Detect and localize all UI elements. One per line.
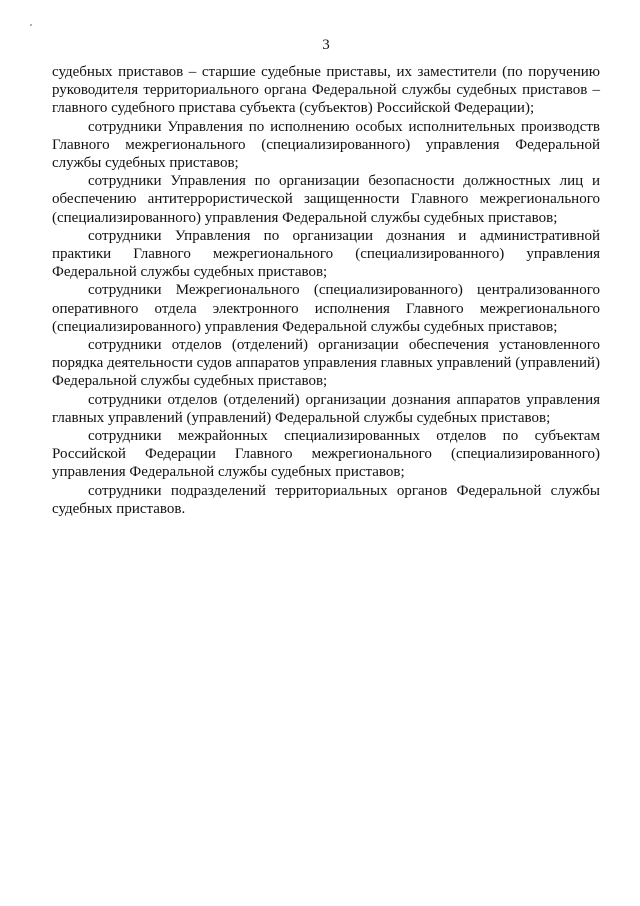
document-body [52, 63, 600, 518]
scan-speck [30, 24, 32, 26]
paragraph-electronic-execution: сотрудники Межрегионального (специализированного) централизованного оперативного отдела электронного исполнения Главного межрегионального (специализированного) управления Федеральной службы судебных приставов; [52, 282, 600, 335]
paragraph-inquiry-practice: сотрудники Управления по организации дознания и административной практики Главного межрегионального (специализированного) управления Федеральной службы судебных приставов; [52, 227, 600, 281]
paragraph-territorial-units: сотрудники подразделений территориальных органов Федеральной службы судебных приставов. [52, 482, 600, 517]
paragraph-inquiry-departments: сотрудники отделов (отделений) организации дознания аппаратов управления главных управлений (управлений) Федеральной службы судебных приставов; [52, 391, 600, 426]
paragraph-interdistrict-departments: сотрудники межрайонных специализированных отделов по субъектам Российской Федерации Главного межрегионального (специализированного) управления Федеральной службы судебных приставов; [52, 428, 600, 481]
paragraph-security: сотрудники Управления по организации безопасности должностных лиц и обеспечению антитеррористической защищенности Главного межрегионального (специализированного) управления Федеральной службы судебных приставов; [52, 173, 600, 226]
page-number: 3 [322, 37, 330, 53]
paragraph-continuation: судебных приставов – старшие судебные приставы, их заместители (по поручению руководителя территориального органа Федеральной службы судебных приставов – главного судебного пристава субъекта (субъектов) Российской Федерации); [52, 64, 600, 117]
paragraph-special-proceedings: сотрудники Управления по исполнению особых исполнительных производств Главного межрегионального (специализированного) управления Федеральной службы судебных приставов; [52, 118, 600, 172]
paragraph-court-order: сотрудники отделов (отделений) организации обеспечения установленного порядка деятельности судов аппаратов управления главных управлений (управлений) Федеральной службы судебных приставов; [52, 337, 600, 390]
